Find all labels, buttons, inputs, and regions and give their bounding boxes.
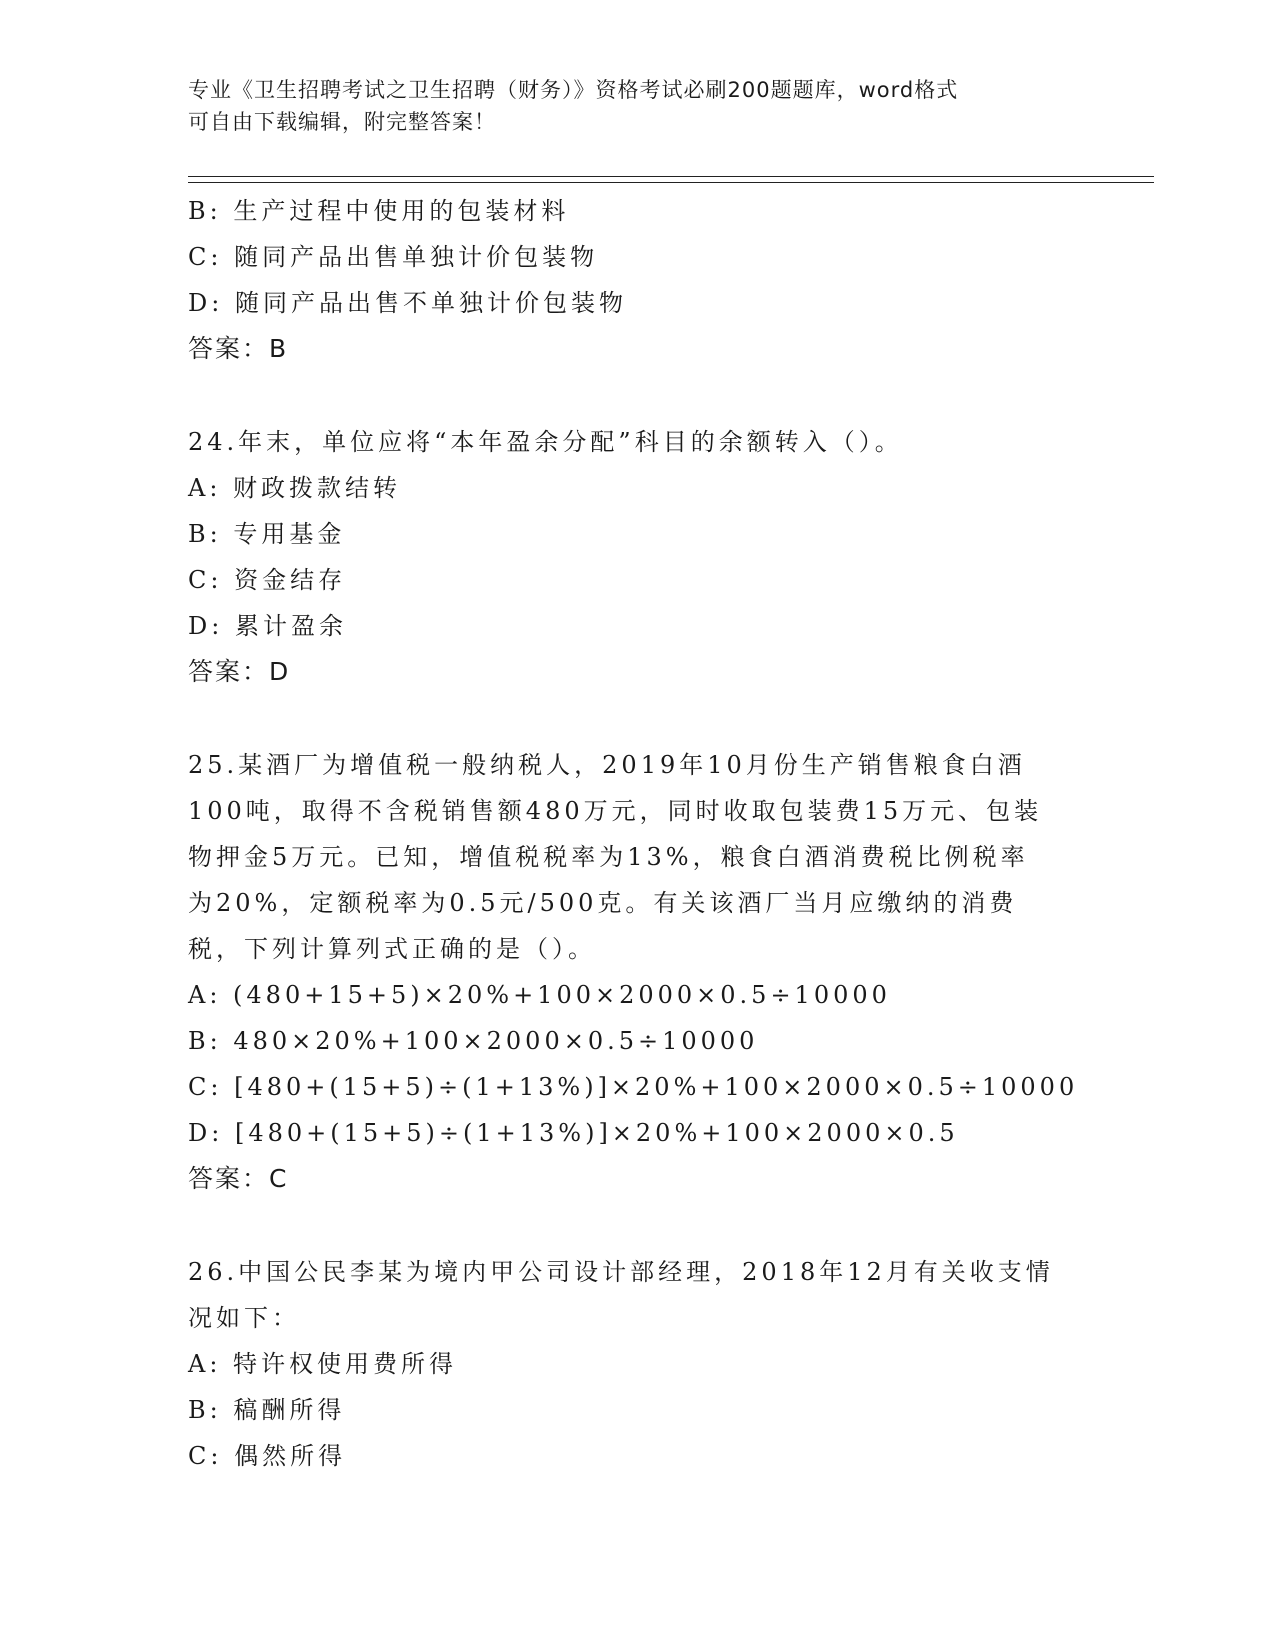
question-stem: 况如下： xyxy=(188,1304,300,1332)
option-a: A: 财政拨款结转 xyxy=(188,474,402,502)
question-stem: 25.某酒厂为增值税一般纳税人，2019年10月份生产销售粮食白酒 xyxy=(188,751,1026,779)
question-stem: 26.中国公民李某为境内甲公司设计部经理，2018年12月有关收支情 xyxy=(188,1258,1054,1286)
question-stem: 24.年末，单位应将“本年盈余分配”科目的余额转入（）。 xyxy=(188,428,903,456)
question-stem: 100吨，取得不含税销售额480万元，同时收取包装费15万元、包装 xyxy=(188,797,1043,825)
question-stem: 为20%，定额税率为0.5元/500克。有关该酒厂当月应缴纳的消费 xyxy=(188,889,1018,917)
header-line: 可自由下载编辑，附完整答案！ xyxy=(188,110,496,134)
option-c: C: 资金结存 xyxy=(188,566,347,594)
header-divider xyxy=(188,176,1154,177)
option-c: C: 随同产品出售单独计价包装物 xyxy=(188,243,599,271)
option-d: D: 随同产品出售不单独计价包装物 xyxy=(188,289,627,317)
answer-line: 答案：B xyxy=(188,334,289,363)
option-b: B: 480×20%+100×2000×0.5÷10000 xyxy=(188,1027,759,1055)
question-24 xyxy=(188,419,1068,695)
header-line: 专业《卫生招聘考试之卫生招聘（财务）》资格考试必刷200题题库，word格式 xyxy=(188,78,959,102)
header-divider xyxy=(188,182,1154,183)
spacer xyxy=(188,695,1068,742)
option-a: A: 特许权使用费所得 xyxy=(188,1350,458,1378)
question-stem: 税，下列计算列式正确的是（）。 xyxy=(188,935,596,963)
option-b: B: 生产过程中使用的包装材料 xyxy=(188,197,570,225)
question-stem: 物押金5万元。已知，增值税税率为13%，粮食白酒消费税比例税率 xyxy=(188,843,1029,871)
document-header xyxy=(188,74,1068,138)
option-b: B: 专用基金 xyxy=(188,520,346,548)
answer-line: 答案：D xyxy=(188,657,291,686)
option-a: A: (480+15+5)×20%+100×2000×0.5÷10000 xyxy=(188,981,891,1009)
option-b: B: 稿酬所得 xyxy=(188,1396,346,1424)
option-d: D: 累计盈余 xyxy=(188,612,347,640)
question-25 xyxy=(188,742,1079,1202)
answer-line: 答案：C xyxy=(188,1164,289,1193)
spacer xyxy=(188,372,1068,419)
question-list xyxy=(188,188,1079,1479)
spacer xyxy=(188,1202,1068,1249)
question-23-continued xyxy=(188,188,1068,372)
option-c: C: [480+(15+5)÷(1+13%)]×20%+100×2000×0.5÷10000 xyxy=(188,1073,1079,1101)
option-d: D: [480+(15+5)÷(1+13%)]×20%+100×2000×0.5 xyxy=(188,1119,959,1147)
option-c: C: 偶然所得 xyxy=(188,1442,347,1470)
question-26 xyxy=(188,1249,1068,1479)
